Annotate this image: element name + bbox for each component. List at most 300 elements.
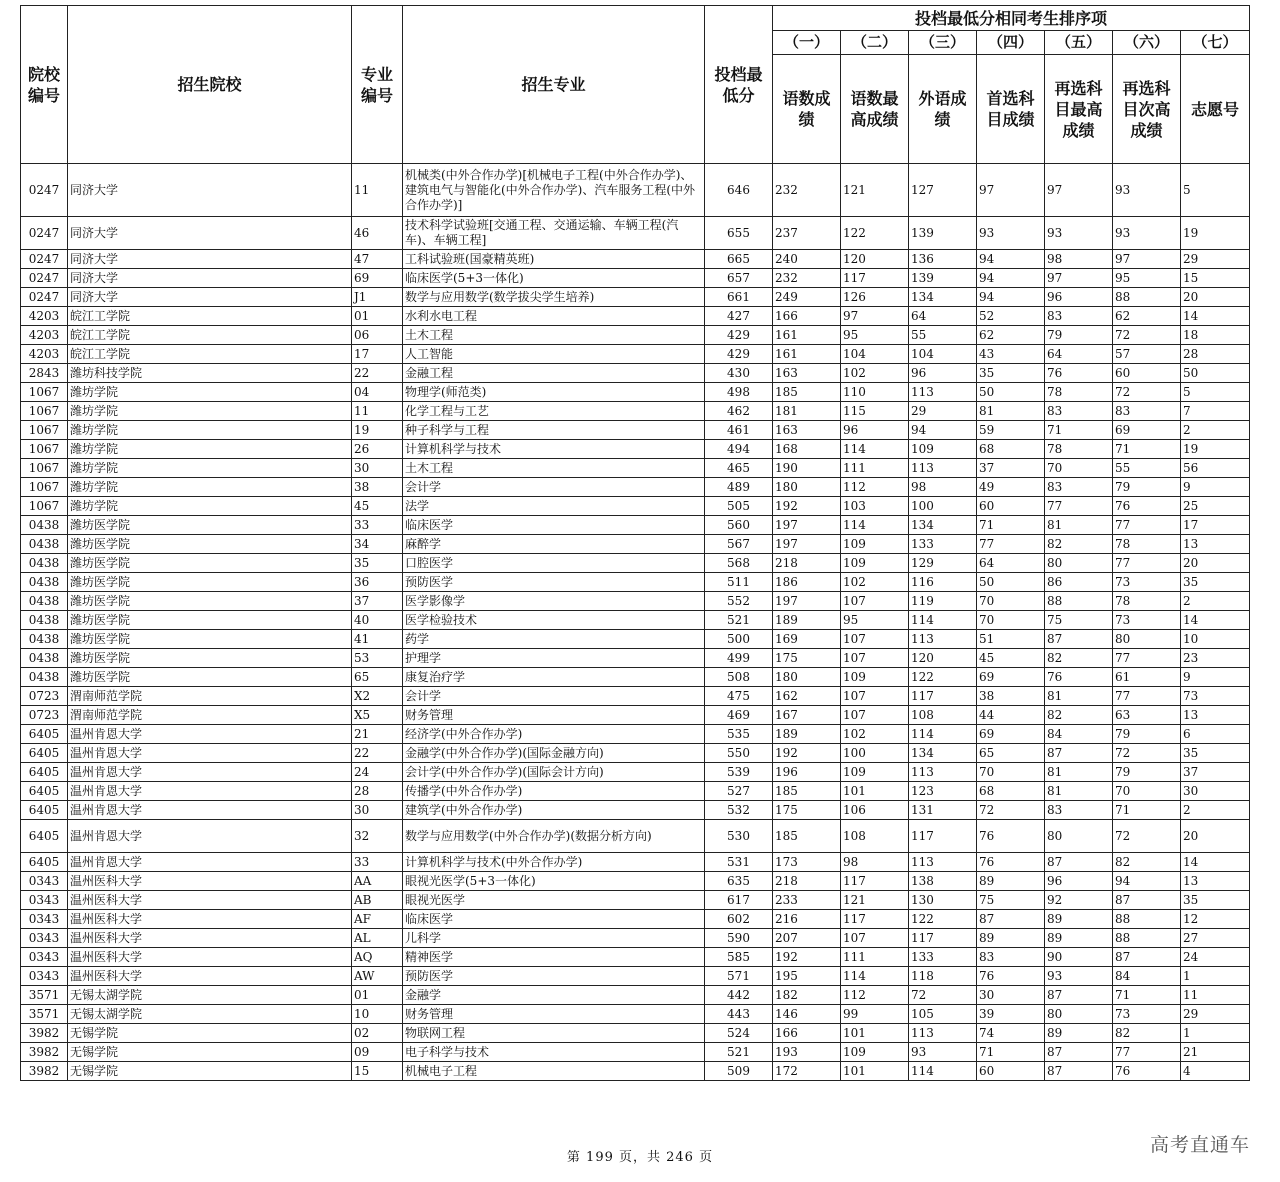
rank-4-cell: 76 xyxy=(977,967,1045,986)
major-code-cell: 69 xyxy=(352,269,403,288)
school-name-cell: 温州肯恩大学 xyxy=(68,820,352,853)
rank-4-cell: 76 xyxy=(977,820,1045,853)
min-score-cell: 535 xyxy=(705,725,773,744)
min-score-cell: 429 xyxy=(705,345,773,364)
major-name-cell: 预防医学 xyxy=(403,967,705,986)
rank-4-cell: 87 xyxy=(977,910,1045,929)
rank-2-cell: 120 xyxy=(841,250,909,269)
major-code-cell: 06 xyxy=(352,326,403,345)
rank-2-cell: 101 xyxy=(841,782,909,801)
table-row xyxy=(21,440,1250,459)
header-rank-num: （二） xyxy=(841,31,909,55)
rank-5-cell: 86 xyxy=(1045,573,1113,592)
major-code-cell: 41 xyxy=(352,630,403,649)
header-rank-label: 再选科目次高成绩 xyxy=(1113,55,1181,164)
major-code-cell: 24 xyxy=(352,763,403,782)
rank-4-cell: 74 xyxy=(977,1024,1045,1043)
rank-6-cell: 55 xyxy=(1113,459,1181,478)
rank-7-cell: 20 xyxy=(1181,288,1250,307)
school-name-cell: 渭南师范学院 xyxy=(68,706,352,725)
major-name-cell: 技术科学试验班[交通工程、交通运输、车辆工程(汽车)、车辆工程] xyxy=(403,217,705,250)
rank-3-cell: 100 xyxy=(909,497,977,516)
major-code-cell: 17 xyxy=(352,345,403,364)
major-code-cell: 34 xyxy=(352,535,403,554)
major-code-cell: 53 xyxy=(352,649,403,668)
min-score-cell: 475 xyxy=(705,687,773,706)
table-row xyxy=(21,611,1250,630)
major-name-cell: 机械类(中外合作办学)[机械电子工程(中外合作办学)、建筑电气与智能化(中外合作办学)、汽车服务工程(中外合作办学)] xyxy=(403,164,705,217)
min-score-cell: 509 xyxy=(705,1062,773,1081)
school-code-cell: 3982 xyxy=(21,1062,68,1081)
table-row xyxy=(21,478,1250,497)
header-rank-label: 再选科目最高成绩 xyxy=(1045,55,1113,164)
table-row xyxy=(21,763,1250,782)
rank-3-cell: 72 xyxy=(909,986,977,1005)
table-row xyxy=(21,497,1250,516)
rank-6-cell: 79 xyxy=(1113,478,1181,497)
rank-4-cell: 72 xyxy=(977,801,1045,820)
major-name-cell: 物理学(师范类) xyxy=(403,383,705,402)
rank-1-cell: 237 xyxy=(773,217,841,250)
school-name-cell: 皖江工学院 xyxy=(68,326,352,345)
rank-3-cell: 116 xyxy=(909,573,977,592)
rank-1-cell: 197 xyxy=(773,535,841,554)
rank-7-cell: 23 xyxy=(1181,649,1250,668)
major-code-cell: 02 xyxy=(352,1024,403,1043)
min-score-cell: 524 xyxy=(705,1024,773,1043)
rank-6-cell: 77 xyxy=(1113,687,1181,706)
rank-4-cell: 49 xyxy=(977,478,1045,497)
school-name-cell: 温州医科大学 xyxy=(68,929,352,948)
rank-1-cell: 196 xyxy=(773,763,841,782)
school-name-cell: 温州肯恩大学 xyxy=(68,782,352,801)
school-code-cell: 1067 xyxy=(21,383,68,402)
rank-2-cell: 109 xyxy=(841,763,909,782)
rank-6-cell: 79 xyxy=(1113,725,1181,744)
rank-3-cell: 96 xyxy=(909,364,977,383)
school-code-cell: 1067 xyxy=(21,459,68,478)
school-code-cell: 6405 xyxy=(21,801,68,820)
major-name-cell: 眼视光医学 xyxy=(403,891,705,910)
rank-1-cell: 161 xyxy=(773,326,841,345)
rank-7-cell: 13 xyxy=(1181,872,1250,891)
rank-3-cell: 55 xyxy=(909,326,977,345)
rank-3-cell: 123 xyxy=(909,782,977,801)
rank-5-cell: 70 xyxy=(1045,459,1113,478)
rank-2-cell: 104 xyxy=(841,345,909,364)
rank-7-cell: 2 xyxy=(1181,801,1250,820)
rank-1-cell: 182 xyxy=(773,986,841,1005)
major-name-cell: 经济学(中外合作办学) xyxy=(403,725,705,744)
min-score-cell: 521 xyxy=(705,1043,773,1062)
major-code-cell: AF xyxy=(352,910,403,929)
major-name-cell: 会计学(中外合作办学)(国际会计方向) xyxy=(403,763,705,782)
min-score-cell: 585 xyxy=(705,948,773,967)
rank-3-cell: 109 xyxy=(909,440,977,459)
min-score-cell: 665 xyxy=(705,250,773,269)
header-rank-num: （七） xyxy=(1181,31,1250,55)
rank-2-cell: 107 xyxy=(841,929,909,948)
min-score-cell: 560 xyxy=(705,516,773,535)
rank-7-cell: 50 xyxy=(1181,364,1250,383)
rank-5-cell: 82 xyxy=(1045,535,1113,554)
school-name-cell: 皖江工学院 xyxy=(68,307,352,326)
table-row xyxy=(21,250,1250,269)
rank-5-cell: 89 xyxy=(1045,929,1113,948)
rank-2-cell: 112 xyxy=(841,986,909,1005)
rank-5-cell: 97 xyxy=(1045,269,1113,288)
major-name-cell: 预防医学 xyxy=(403,573,705,592)
rank-2-cell: 100 xyxy=(841,744,909,763)
rank-3-cell: 113 xyxy=(909,383,977,402)
rank-4-cell: 51 xyxy=(977,630,1045,649)
rank-5-cell: 96 xyxy=(1045,872,1113,891)
rank-7-cell: 19 xyxy=(1181,217,1250,250)
rank-6-cell: 87 xyxy=(1113,891,1181,910)
rank-7-cell: 5 xyxy=(1181,383,1250,402)
school-code-cell: 4203 xyxy=(21,326,68,345)
rank-7-cell: 24 xyxy=(1181,948,1250,967)
header-rank-label: 首选科目成绩 xyxy=(977,55,1045,164)
major-name-cell: 金融学(中外合作办学)(国际金融方向) xyxy=(403,744,705,763)
admission-table xyxy=(20,5,1250,1081)
rank-1-cell: 166 xyxy=(773,307,841,326)
rank-4-cell: 69 xyxy=(977,725,1045,744)
major-name-cell: 水利水电工程 xyxy=(403,307,705,326)
major-code-cell: AL xyxy=(352,929,403,948)
major-code-cell: 21 xyxy=(352,725,403,744)
rank-7-cell: 1 xyxy=(1181,967,1250,986)
school-name-cell: 同济大学 xyxy=(68,164,352,217)
rank-6-cell: 60 xyxy=(1113,364,1181,383)
school-code-cell: 0343 xyxy=(21,929,68,948)
rank-1-cell: 232 xyxy=(773,269,841,288)
rank-5-cell: 77 xyxy=(1045,497,1113,516)
table-row xyxy=(21,967,1250,986)
header-rank-num: （三） xyxy=(909,31,977,55)
school-name-cell: 无锡太湖学院 xyxy=(68,1005,352,1024)
rank-4-cell: 68 xyxy=(977,440,1045,459)
rank-4-cell: 60 xyxy=(977,1062,1045,1081)
rank-6-cell: 83 xyxy=(1113,402,1181,421)
rank-6-cell: 70 xyxy=(1113,782,1181,801)
table-row xyxy=(21,535,1250,554)
major-code-cell: AQ xyxy=(352,948,403,967)
rank-1-cell: 189 xyxy=(773,725,841,744)
rank-4-cell: 93 xyxy=(977,217,1045,250)
major-name-cell: 传播学(中外合作办学) xyxy=(403,782,705,801)
rank-2-cell: 107 xyxy=(841,630,909,649)
table-row xyxy=(21,459,1250,478)
rank-5-cell: 96 xyxy=(1045,288,1113,307)
school-code-cell: 0343 xyxy=(21,872,68,891)
rank-5-cell: 87 xyxy=(1045,630,1113,649)
school-code-cell: 0438 xyxy=(21,611,68,630)
rank-3-cell: 114 xyxy=(909,1062,977,1081)
rank-5-cell: 89 xyxy=(1045,910,1113,929)
rank-6-cell: 57 xyxy=(1113,345,1181,364)
min-score-cell: 427 xyxy=(705,307,773,326)
rank-7-cell: 37 xyxy=(1181,763,1250,782)
rank-7-cell: 13 xyxy=(1181,706,1250,725)
school-code-cell: 1067 xyxy=(21,497,68,516)
school-code-cell: 1067 xyxy=(21,478,68,497)
rank-2-cell: 122 xyxy=(841,217,909,250)
major-code-cell: 04 xyxy=(352,383,403,402)
major-code-cell: 33 xyxy=(352,853,403,872)
school-name-cell: 同济大学 xyxy=(68,269,352,288)
rank-6-cell: 88 xyxy=(1113,288,1181,307)
rank-3-cell: 130 xyxy=(909,891,977,910)
school-name-cell: 无锡太湖学院 xyxy=(68,986,352,1005)
table-row xyxy=(21,853,1250,872)
rank-5-cell: 80 xyxy=(1045,1005,1113,1024)
rank-6-cell: 78 xyxy=(1113,535,1181,554)
rank-4-cell: 37 xyxy=(977,459,1045,478)
rank-7-cell: 2 xyxy=(1181,592,1250,611)
rank-2-cell: 121 xyxy=(841,891,909,910)
table-row xyxy=(21,554,1250,573)
school-code-cell: 0247 xyxy=(21,269,68,288)
school-name-cell: 同济大学 xyxy=(68,250,352,269)
school-name-cell: 潍坊学院 xyxy=(68,440,352,459)
rank-6-cell: 78 xyxy=(1113,592,1181,611)
table-row xyxy=(21,326,1250,345)
rank-3-cell: 64 xyxy=(909,307,977,326)
table-row xyxy=(21,649,1250,668)
min-score-cell: 429 xyxy=(705,326,773,345)
rank-5-cell: 98 xyxy=(1045,250,1113,269)
min-score-cell: 465 xyxy=(705,459,773,478)
rank-3-cell: 134 xyxy=(909,288,977,307)
rank-7-cell: 2 xyxy=(1181,421,1250,440)
rank-1-cell: 173 xyxy=(773,853,841,872)
rank-5-cell: 82 xyxy=(1045,706,1113,725)
min-score-cell: 521 xyxy=(705,611,773,630)
major-code-cell: 37 xyxy=(352,592,403,611)
school-code-cell: 0438 xyxy=(21,649,68,668)
school-code-cell: 6405 xyxy=(21,782,68,801)
rank-5-cell: 80 xyxy=(1045,554,1113,573)
rank-7-cell: 9 xyxy=(1181,668,1250,687)
rank-2-cell: 107 xyxy=(841,592,909,611)
school-name-cell: 潍坊医学院 xyxy=(68,535,352,554)
rank-4-cell: 39 xyxy=(977,1005,1045,1024)
major-name-cell: 建筑学(中外合作办学) xyxy=(403,801,705,820)
rank-4-cell: 50 xyxy=(977,573,1045,592)
major-name-cell: 数学与应用数学(数学拔尖学生培养) xyxy=(403,288,705,307)
rank-2-cell: 114 xyxy=(841,516,909,535)
rank-1-cell: 197 xyxy=(773,516,841,535)
header-rank-group: 投档最低分相同考生排序项 xyxy=(773,6,1250,31)
major-name-cell: 法学 xyxy=(403,497,705,516)
min-score-cell: 661 xyxy=(705,288,773,307)
min-score-cell: 489 xyxy=(705,478,773,497)
rank-2-cell: 121 xyxy=(841,164,909,217)
school-code-cell: 0438 xyxy=(21,668,68,687)
school-code-cell: 0438 xyxy=(21,554,68,573)
rank-6-cell: 61 xyxy=(1113,668,1181,687)
rank-5-cell: 83 xyxy=(1045,307,1113,326)
rank-3-cell: 122 xyxy=(909,668,977,687)
school-name-cell: 潍坊学院 xyxy=(68,402,352,421)
school-name-cell: 皖江工学院 xyxy=(68,345,352,364)
rank-4-cell: 89 xyxy=(977,929,1045,948)
rank-5-cell: 83 xyxy=(1045,402,1113,421)
min-score-cell: 657 xyxy=(705,269,773,288)
rank-6-cell: 73 xyxy=(1113,611,1181,630)
major-name-cell: 会计学 xyxy=(403,478,705,497)
rank-7-cell: 30 xyxy=(1181,782,1250,801)
rank-1-cell: 175 xyxy=(773,801,841,820)
table-row xyxy=(21,1043,1250,1062)
rank-1-cell: 185 xyxy=(773,782,841,801)
rank-4-cell: 75 xyxy=(977,891,1045,910)
school-name-cell: 潍坊学院 xyxy=(68,421,352,440)
table-row xyxy=(21,592,1250,611)
rank-3-cell: 139 xyxy=(909,217,977,250)
rank-3-cell: 29 xyxy=(909,402,977,421)
header-rank-num: （六） xyxy=(1113,31,1181,55)
rank-6-cell: 88 xyxy=(1113,910,1181,929)
rank-2-cell: 101 xyxy=(841,1024,909,1043)
rank-3-cell: 94 xyxy=(909,421,977,440)
rank-5-cell: 87 xyxy=(1045,986,1113,1005)
rank-2-cell: 115 xyxy=(841,402,909,421)
rank-2-cell: 110 xyxy=(841,383,909,402)
rank-1-cell: 180 xyxy=(773,478,841,497)
rank-7-cell: 29 xyxy=(1181,250,1250,269)
school-code-cell: 0723 xyxy=(21,687,68,706)
rank-7-cell: 13 xyxy=(1181,535,1250,554)
rank-5-cell: 78 xyxy=(1045,383,1113,402)
school-name-cell: 潍坊医学院 xyxy=(68,630,352,649)
major-code-cell: 28 xyxy=(352,782,403,801)
major-code-cell: 46 xyxy=(352,217,403,250)
table-row xyxy=(21,891,1250,910)
min-score-cell: 617 xyxy=(705,891,773,910)
rank-4-cell: 81 xyxy=(977,402,1045,421)
rank-3-cell: 139 xyxy=(909,269,977,288)
header-major-name: 招生专业 xyxy=(403,6,705,164)
rank-1-cell: 216 xyxy=(773,910,841,929)
rank-1-cell: 185 xyxy=(773,820,841,853)
min-score-cell: 567 xyxy=(705,535,773,554)
rank-4-cell: 94 xyxy=(977,288,1045,307)
major-code-cell: 40 xyxy=(352,611,403,630)
rank-2-cell: 109 xyxy=(841,535,909,554)
rank-2-cell: 107 xyxy=(841,706,909,725)
min-score-cell: 508 xyxy=(705,668,773,687)
min-score-cell: 550 xyxy=(705,744,773,763)
rank-1-cell: 163 xyxy=(773,364,841,383)
major-name-cell: 临床医学 xyxy=(403,910,705,929)
rank-7-cell: 20 xyxy=(1181,820,1250,853)
table-row xyxy=(21,288,1250,307)
rank-4-cell: 94 xyxy=(977,250,1045,269)
rank-3-cell: 117 xyxy=(909,929,977,948)
rank-4-cell: 76 xyxy=(977,853,1045,872)
rank-1-cell: 169 xyxy=(773,630,841,649)
rank-6-cell: 76 xyxy=(1113,497,1181,516)
major-name-cell: 儿科学 xyxy=(403,929,705,948)
rank-2-cell: 114 xyxy=(841,440,909,459)
rank-7-cell: 14 xyxy=(1181,611,1250,630)
table-row xyxy=(21,630,1250,649)
header-rank-label: 志愿号 xyxy=(1181,55,1250,164)
rank-5-cell: 76 xyxy=(1045,668,1113,687)
major-name-cell: 工科试验班(国豪精英班) xyxy=(403,250,705,269)
major-name-cell: 麻醉学 xyxy=(403,535,705,554)
rank-4-cell: 62 xyxy=(977,326,1045,345)
rank-1-cell: 197 xyxy=(773,592,841,611)
school-code-cell: 1067 xyxy=(21,402,68,421)
major-name-cell: 化学工程与工艺 xyxy=(403,402,705,421)
rank-6-cell: 76 xyxy=(1113,1062,1181,1081)
table-row xyxy=(21,269,1250,288)
school-code-cell: 0343 xyxy=(21,910,68,929)
rank-2-cell: 114 xyxy=(841,967,909,986)
rank-6-cell: 93 xyxy=(1113,164,1181,217)
major-code-cell: 32 xyxy=(352,820,403,853)
table-row xyxy=(21,345,1250,364)
major-name-cell: 临床医学(5+3一体化) xyxy=(403,269,705,288)
rank-4-cell: 52 xyxy=(977,307,1045,326)
rank-6-cell: 69 xyxy=(1113,421,1181,440)
header-rank-num: （四） xyxy=(977,31,1045,55)
rank-6-cell: 71 xyxy=(1113,440,1181,459)
rank-5-cell: 93 xyxy=(1045,217,1113,250)
rank-1-cell: 162 xyxy=(773,687,841,706)
min-score-cell: 646 xyxy=(705,164,773,217)
school-name-cell: 温州医科大学 xyxy=(68,910,352,929)
rank-5-cell: 83 xyxy=(1045,801,1113,820)
rank-1-cell: 175 xyxy=(773,649,841,668)
header-rank-num: （一） xyxy=(773,31,841,55)
table-row xyxy=(21,706,1250,725)
rank-2-cell: 106 xyxy=(841,801,909,820)
rank-6-cell: 71 xyxy=(1113,801,1181,820)
school-name-cell: 温州肯恩大学 xyxy=(68,853,352,872)
school-code-cell: 0247 xyxy=(21,217,68,250)
rank-6-cell: 87 xyxy=(1113,948,1181,967)
major-code-cell: 38 xyxy=(352,478,403,497)
rank-2-cell: 111 xyxy=(841,948,909,967)
rank-3-cell: 117 xyxy=(909,687,977,706)
rank-1-cell: 172 xyxy=(773,1062,841,1081)
min-score-cell: 443 xyxy=(705,1005,773,1024)
rank-6-cell: 72 xyxy=(1113,326,1181,345)
rank-2-cell: 112 xyxy=(841,478,909,497)
min-score-cell: 539 xyxy=(705,763,773,782)
major-name-cell: 药学 xyxy=(403,630,705,649)
rank-5-cell: 81 xyxy=(1045,687,1113,706)
rank-5-cell: 89 xyxy=(1045,1024,1113,1043)
school-name-cell: 同济大学 xyxy=(68,217,352,250)
school-code-cell: 2843 xyxy=(21,364,68,383)
major-name-cell: 人工智能 xyxy=(403,345,705,364)
rank-3-cell: 119 xyxy=(909,592,977,611)
rank-5-cell: 97 xyxy=(1045,164,1113,217)
rank-3-cell: 129 xyxy=(909,554,977,573)
major-name-cell: 机械电子工程 xyxy=(403,1062,705,1081)
rank-2-cell: 102 xyxy=(841,725,909,744)
min-score-cell: 500 xyxy=(705,630,773,649)
rank-3-cell: 127 xyxy=(909,164,977,217)
major-name-cell: 种子科学与工程 xyxy=(403,421,705,440)
rank-1-cell: 168 xyxy=(773,440,841,459)
rank-2-cell: 109 xyxy=(841,1043,909,1062)
